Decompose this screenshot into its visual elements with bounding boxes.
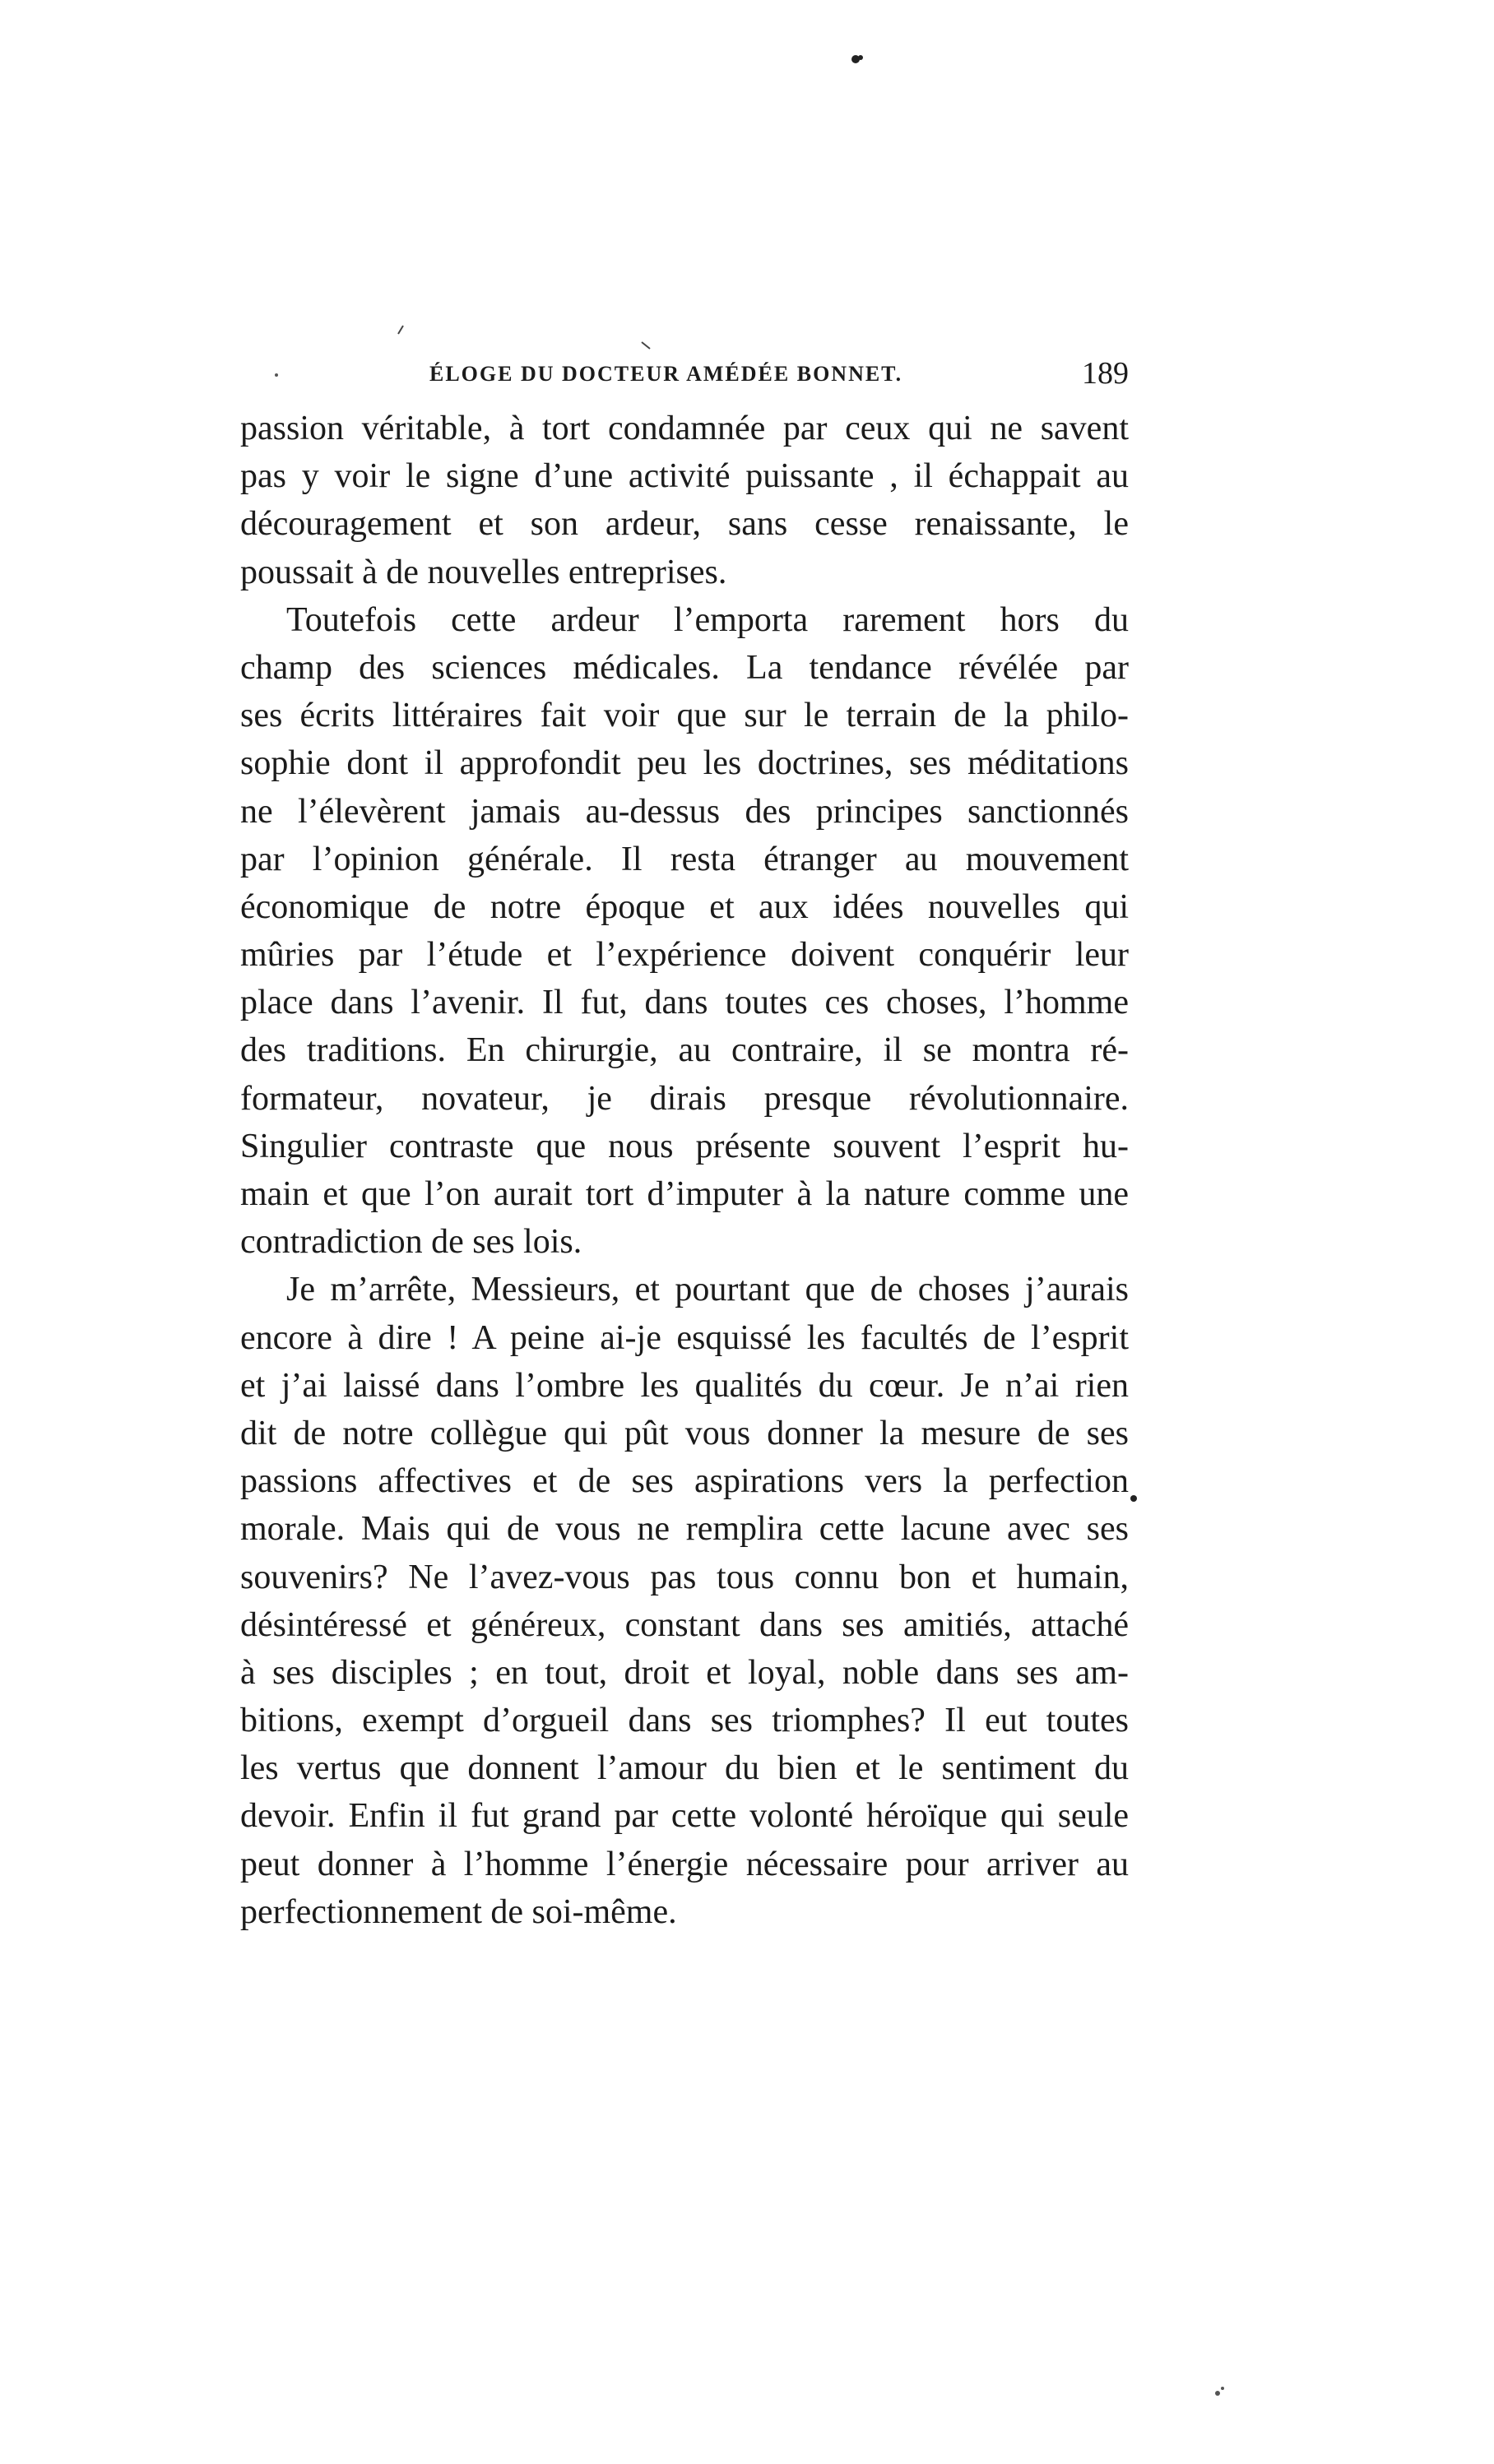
text-line: Je m’arrête, Messieurs, et pourtant que de choses j’aurais bbox=[286, 1271, 1129, 1309]
text-line: devoir. Enfin il fut grand par cette volonté héroïque qui seule bbox=[240, 1797, 1129, 1836]
page-number: 189 bbox=[1082, 356, 1129, 391]
text-line: poussait à de nouvelles entreprises. bbox=[240, 553, 727, 591]
text-line: découragement et son ardeur, sans cesse renaissante, le bbox=[240, 505, 1129, 544]
text-line: dit de notre collègue qui pût vous donner la mesure de ses bbox=[240, 1414, 1129, 1452]
text-line: champ des sciences médicales. La tendance révélée par bbox=[240, 648, 1129, 687]
text-line: sophie dont il approfondit peu les doctrines, ses méditations bbox=[240, 744, 1129, 783]
text-line: passion véritable, à tort condamnée par ceux qui ne savent bbox=[240, 410, 1129, 447]
text-line: formateur, novateur, je dirais presque révolutionnaire. bbox=[240, 1079, 1129, 1118]
text-line: mûries par l’étude et l’expérience doivent conquérir leur bbox=[240, 936, 1129, 975]
body-text bbox=[240, 405, 1129, 1936]
text-line: morale. Mais qui de vous ne remplira cette lacune avec ses bbox=[240, 1510, 1129, 1549]
text-line: des traditions. En chirurgie, au contraire, il se montra ré- bbox=[240, 1031, 1129, 1070]
text-line: Toutefois cette ardeur l’emporta rarement hors du bbox=[286, 600, 1129, 639]
text-line: encore à dire ! A peine ai-je esquissé les facultés de l’esprit bbox=[240, 1318, 1129, 1357]
running-title: ÉLOGE DU DOCTEUR AMÉDÉE BONNET. bbox=[429, 362, 903, 386]
text-line: ses écrits littéraires fait voir que sur le terrain de la philo- bbox=[240, 697, 1129, 735]
text-line: contradiction de ses lois. bbox=[240, 1223, 582, 1262]
text-line: les vertus que donnent l’amour du bien et le sentiment du bbox=[240, 1749, 1129, 1788]
text-line: souvenirs? Ne l’avez-vous pas tous connu bon et humain, bbox=[240, 1558, 1129, 1596]
text-line: économique de notre époque et aux idées nouvelles qui bbox=[240, 887, 1129, 926]
text-line: à ses disciples ; en tout, droit et loyal, noble dans ses am- bbox=[240, 1653, 1129, 1692]
paragraph bbox=[240, 596, 1129, 1267]
running-head bbox=[240, 355, 1145, 405]
text-line: perfectionnement de soi-même. bbox=[240, 1892, 677, 1931]
text-line: passions affectives et de ses aspirations vers la perfection bbox=[240, 1462, 1129, 1501]
text-line: désintéressé et généreux, constant dans ses amitiés, attaché bbox=[240, 1605, 1129, 1644]
text-line: ne l’élevèrent jamais au-dessus des principes sanctionnés bbox=[240, 792, 1129, 831]
text-line: par l’opinion générale. Il resta étranger au mouvement bbox=[240, 840, 1129, 878]
text-line: peut donner à l’homme l’énergie nécessaire pour arriver au bbox=[240, 1845, 1129, 1883]
text-line: bitions, exempt d’orgueil dans ses triomphes? Il eut toutes bbox=[240, 1702, 1129, 1740]
paragraph bbox=[240, 405, 1129, 596]
text-line: Singulier contraste que nous présente souvent l’esprit hu- bbox=[240, 1127, 1129, 1165]
text-line: main et que l’on aurait tort d’imputer à la nature comme une bbox=[240, 1175, 1129, 1213]
paragraph bbox=[240, 1266, 1129, 1936]
text-line: et j’ai laissé dans l’ombre les qualités du cœur. Je n’ai rien bbox=[240, 1366, 1129, 1405]
text-line: place dans l’avenir. Il fut, dans toutes ces choses, l’homme bbox=[240, 984, 1129, 1022]
text-line: pas y voir le signe d’une activité puissante , il échappait au bbox=[240, 457, 1129, 496]
